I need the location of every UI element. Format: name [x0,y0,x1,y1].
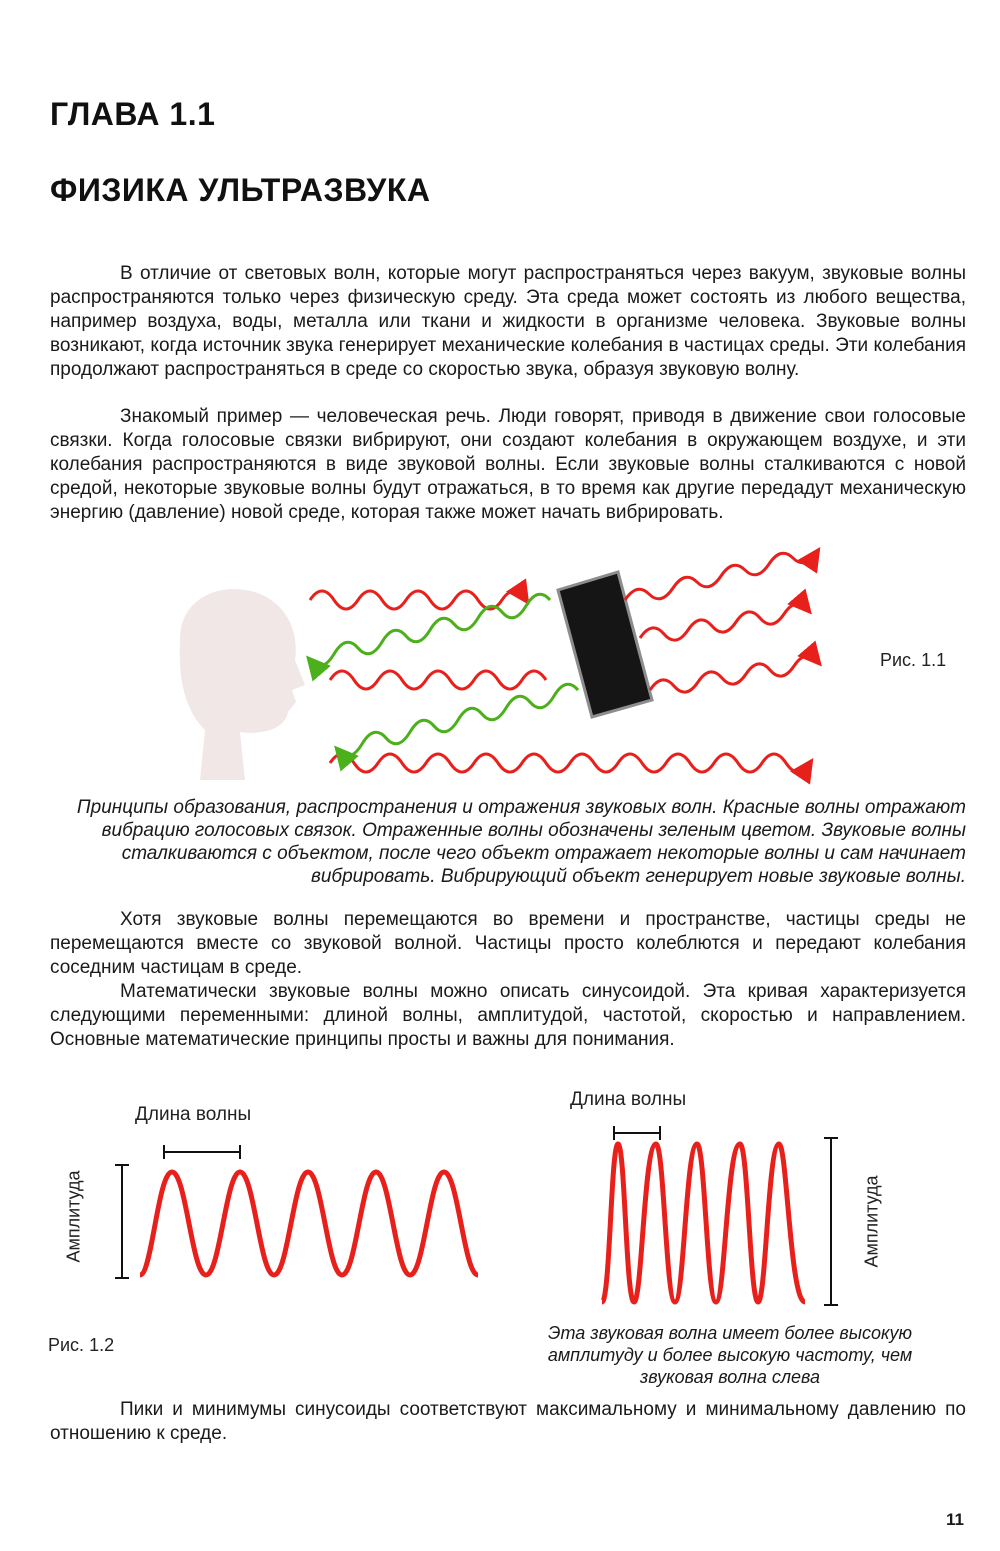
wavelength-label-left: Длина волны [135,1104,252,1125]
chapter-heading: ГЛАВА 1.1 [50,96,216,132]
red-wave-incoming-2 [330,671,546,689]
reflecting-object [558,572,652,717]
red-wave-long [330,754,810,772]
wavelength-label-right: Длина волны [570,1089,687,1110]
page-title: ФИЗИКА УЛЬТРАЗВУКА [50,172,431,208]
red-wave-outgoing-2 [640,604,808,640]
sine-wave-right [602,1144,805,1302]
red-wave-outgoing-1 [625,552,817,600]
figure-1-label: Рис. 1.1 [880,650,947,670]
figure-2-label: Рис. 1.2 [48,1335,115,1355]
figure-1-caption: Принципы образования, распространения и отражения звуковых волн. Красные волны отражают вибрацию голосовых связок. Отраженные волны обозначены зеленым цветом. Звуковые волны сталкиваются с объектом, после чего объект отражает некоторые волны и сам начинает вибрировать. Вибрирующий объект генерирует новые звуковые волны. [76,797,966,887]
paragraph-5: Пики и минимумы синусоиды соответствуют максимальному и минимальному давлению по отношению к среде. [50,1399,966,1444]
sine-wave-left [140,1172,478,1275]
figure-2-right-wave-group [602,1126,838,1305]
green-wave-reflected-2 [338,684,578,756]
head-silhouette [180,589,305,780]
paragraph-3: Хотя звуковые волны перемещаются во времени и пространстве, частицы среды не перемещаются вместе со звуковой волной. Частицы просто колеблются и передают колебания соседним частицам в среде. [50,909,966,978]
page-number: 11 [946,1510,964,1529]
paragraph-4: Математически звуковые волны можно описать синусоидой. Эта кривая характеризуется следующими переменными: длиной волны, амплитудой, частотой, скоростью и направлением. Основные математические принципы просты и важны для понимания. [50,981,966,1050]
green-wave-reflected-1 [310,594,550,666]
paragraph-2: Знакомый пример — человеческая речь. Люди говорят, приводя в движение свои голосовые связки. Когда голосовые связки вибрируют, они создают колебания в окружающем воздухе, и эти колебания распространяются в виде звуковой волны. Если звуковые волны сталкиваются с новой средой, некоторые звуковые волны будут отражаться, в то время как другие передадут механическую энергию (давление) новой среде, которая также может начать вибрировать. [50,406,966,523]
figure-2-caption: Эта звуковая волна имеет более высокую амплитуду и более высокую частоту, чем звуковая волна слева [547,1323,913,1387]
amplitude-label-right: Амплитуда [861,1175,882,1268]
amplitude-label-left: Амплитуда [63,1170,84,1263]
paragraph-1: В отличие от световых волн, которые могут распространяться через вакуум, звуковые волны распространяются только через физическую среду. Эта среда может состоять из любого вещества, например воздуха, воды, металла или ткани и жидкости в организме человека. Звуковые волны возникают, когда источник звука генерирует механические колебания в частицах среды. Эти колебания продолжают распространяться в среде со скоростью звука, образуя звуковую волну. [50,263,966,380]
figure-2-left-wave-group [115,1145,478,1278]
red-wave-outgoing-3 [650,656,818,692]
